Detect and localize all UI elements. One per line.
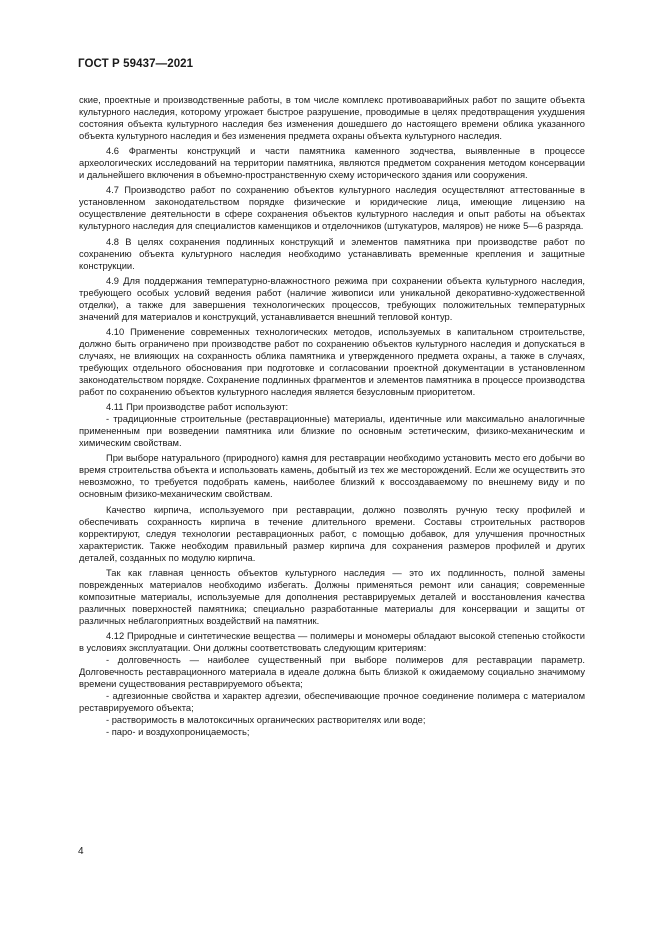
paragraph-continuation: ские, проектные и производственные работы, в том числе комплекс противоаварийных работ по защите объекта культурного наследия, которому угрожает быстрое разрушение, проводимые в целях предотвращения ухудшения состояния объекта культурного наследия без изменения дошедшего до настоящего времени облика указанного объекта культурного наследия и без изменения предмета охраны объекта культурного наследия. [79, 95, 585, 142]
paragraph-authenticity: Так как главная ценность объектов культурного наследия — это их подлинность, полной замены поврежденных материалов необходимо избегать. Должны применяться ремонт или санация; современные композитные материалы, используемые для дополнения реставрируемых деталей и восстановления качества различных поверхностей памятника; специально разработанные материалы для консервации и защиты от различных неблагоприятных воздействий на памятник. [79, 567, 585, 626]
page-number: 4 [78, 846, 84, 857]
paragraph-natural-stone: При выборе натурального (природного) камня для реставрации необходимо установить место его добычи во время строительства объекта и использовать камень, добытый из тех же месторождений. Если же осуществить это невозможно, то требуется подобрать камень, наиболее близкий к воссоздаваемому по внешнему виду и по основным физико-механическим свойствам. [79, 453, 585, 500]
document-body [79, 94, 585, 738]
paragraph-4-7: 4.7 Производство работ по сохранению объектов культурного наследия осуществляют аттестованные в установленном законодательством порядке физические и юридические лица, имеющие лицензию на осуществление деятельности в сфере сохранения объектов культурного наследия и опыт работы на объектах культурного наследия для специалистов каменщиков и отделочников (штукатуров, маляров) не ниже 5—6 разряда. [79, 185, 585, 232]
paragraph-4-8: 4.8 В целях сохранения подлинных конструкций и элементов памятника при производстве работ по сохранению объекта культурного наследия необходимо устанавливать временные крепления и защитные конструкции. [79, 236, 585, 271]
paragraph-brick-quality: Качество кирпича, используемого при реставрации, должно позволять ручную теску профилей и обеспечивать сохранность кирпича в течение длительного времени. Составы строительных растворов корректируют, следуя технологии реставрационных работ, с помощью добавок, для улучшения прочностных характеристик. Также необходим правильный размер кирпича для сохранения размеров профилей и других деталей, созданных по модулю кирпича. [79, 504, 585, 563]
document-header: ГОСТ Р 59437—2021 [78, 58, 194, 70]
list-item-permeability: - паро- и воздухопроницаемость; [106, 727, 250, 738]
paragraph-4-11: 4.11 При производстве работ используют: [106, 402, 289, 413]
paragraph-4-10: 4.10 Применение современных технологических методов, используемых в капитальном строительстве, должно быть ограничено при производстве работ по сохранению объектов культурного наследия и допускаться в случаях, не влияющих на сохранность облика памятника и утвержденного предмета охраны, а также в случаях, требующих отдельного обоснования при подготовке и согласовании проектной документации в установленном законодательством порядке. Сохранение подлинных фрагментов и элементов памятника в процессе производства работ по сохранению объектов культурного наследия является безусловным приоритетом. [79, 326, 585, 398]
list-item-traditional-materials: - традиционные строительные (реставрационные) материалы, идентичные или максимально аналогичные примененным при возведении памятника или близкие по основным эстетическим, физико-механическим и химическим свойствам. [79, 414, 585, 449]
paragraph-4-6: 4.6 Фрагменты конструкций и части памятника каменного зодчества, выявленные в процессе археологических исследований на территории памятника, являются предметом сохранения методом консервации и дальнейшего включения в объемно-пространственную схему исторического здания или сооружения. [79, 146, 585, 181]
paragraph-4-9: 4.9 Для поддержания температурно-влажностного режима при сохранении объекта культурного наследия, требующего особых условий ведения работ (наличие живописи или уникальной декоративно-художественной отделки), а также для завершения технологических процессов, требующих положительных температурных значений для материалов и конструкций, устанавливается внешний тепловой контур. [79, 275, 585, 322]
list-item-solubility: - растворимость в малотоксичных органических растворителях или воде; [106, 715, 426, 726]
list-item-adhesion: - адгезионные свойства и характер адгезии, обеспечивающие прочное соединение полимера с материалом реставрируемого объекта; [79, 691, 585, 714]
paragraph-4-12: 4.12 Природные и синтетические вещества — полимеры и мономеры обладают высокой степенью стойкости в условиях эксплуатации. Они должны соответствовать следующим критериям: [79, 630, 585, 654]
list-item-durability: - долговечность — наиболее существенный при выборе полимеров для реставрации параметр. Долговечность реставрационного материала в идеале должна быть близкой к ожидаемому социально значимому времени существования реставрируемого объекта; [79, 655, 585, 690]
